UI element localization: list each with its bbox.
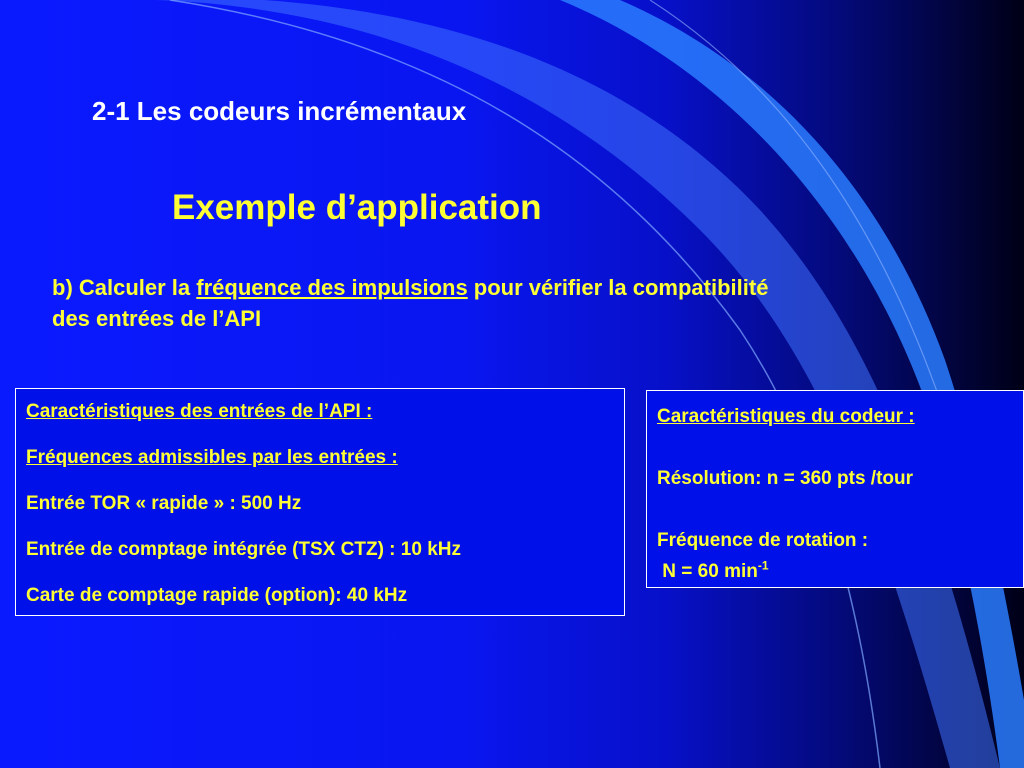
encoder-resolution: Résolution: n = 360 pts /tour <box>657 468 913 489</box>
api-box-title <box>26 397 614 443</box>
encoder-box-title-text: Caractéristiques du codeur : <box>657 406 915 427</box>
api-box-line: Entrée de comptage intégrée (TSX CTZ) : 10 kHz <box>26 539 461 560</box>
encoder-characteristics-box <box>646 390 1024 588</box>
instruction-text <box>52 272 1012 334</box>
api-box-line: Entrée TOR « rapide » : 500 Hz <box>26 493 302 514</box>
api-characteristics-box <box>15 388 625 616</box>
instruction-suffix: pour vérifier la compatibilité <box>467 275 769 300</box>
encoder-spacer <box>657 494 1013 525</box>
api-box-subtitle <box>26 443 614 489</box>
api-box-subtitle-text: Fréquences admissibles par les entrées : <box>26 447 398 468</box>
api-box-title-text: Caractéristiques des entrées de l’API : <box>26 401 373 422</box>
encoder-speed-exponent: -1 <box>757 558 769 573</box>
encoder-speed-label: Fréquence de rotation : <box>657 530 869 551</box>
instruction-line2: des entrées de l’API <box>52 306 262 331</box>
section-title: 2-1 Les codeurs incrémentaux <box>92 96 467 126</box>
encoder-speed-value <box>657 556 1013 587</box>
encoder-box-title <box>657 401 1013 432</box>
instruction-emphasis: fréquence des impulsions <box>196 275 468 300</box>
example-heading: Exemple d’application <box>172 188 542 227</box>
api-box-line: Carte de comptage rapide (option): 40 kHz <box>26 585 408 606</box>
encoder-spacer <box>657 432 1013 463</box>
encoder-speed-value-text: N = 60 min <box>657 561 758 582</box>
instruction-prefix: b) Calculer la <box>52 275 197 300</box>
